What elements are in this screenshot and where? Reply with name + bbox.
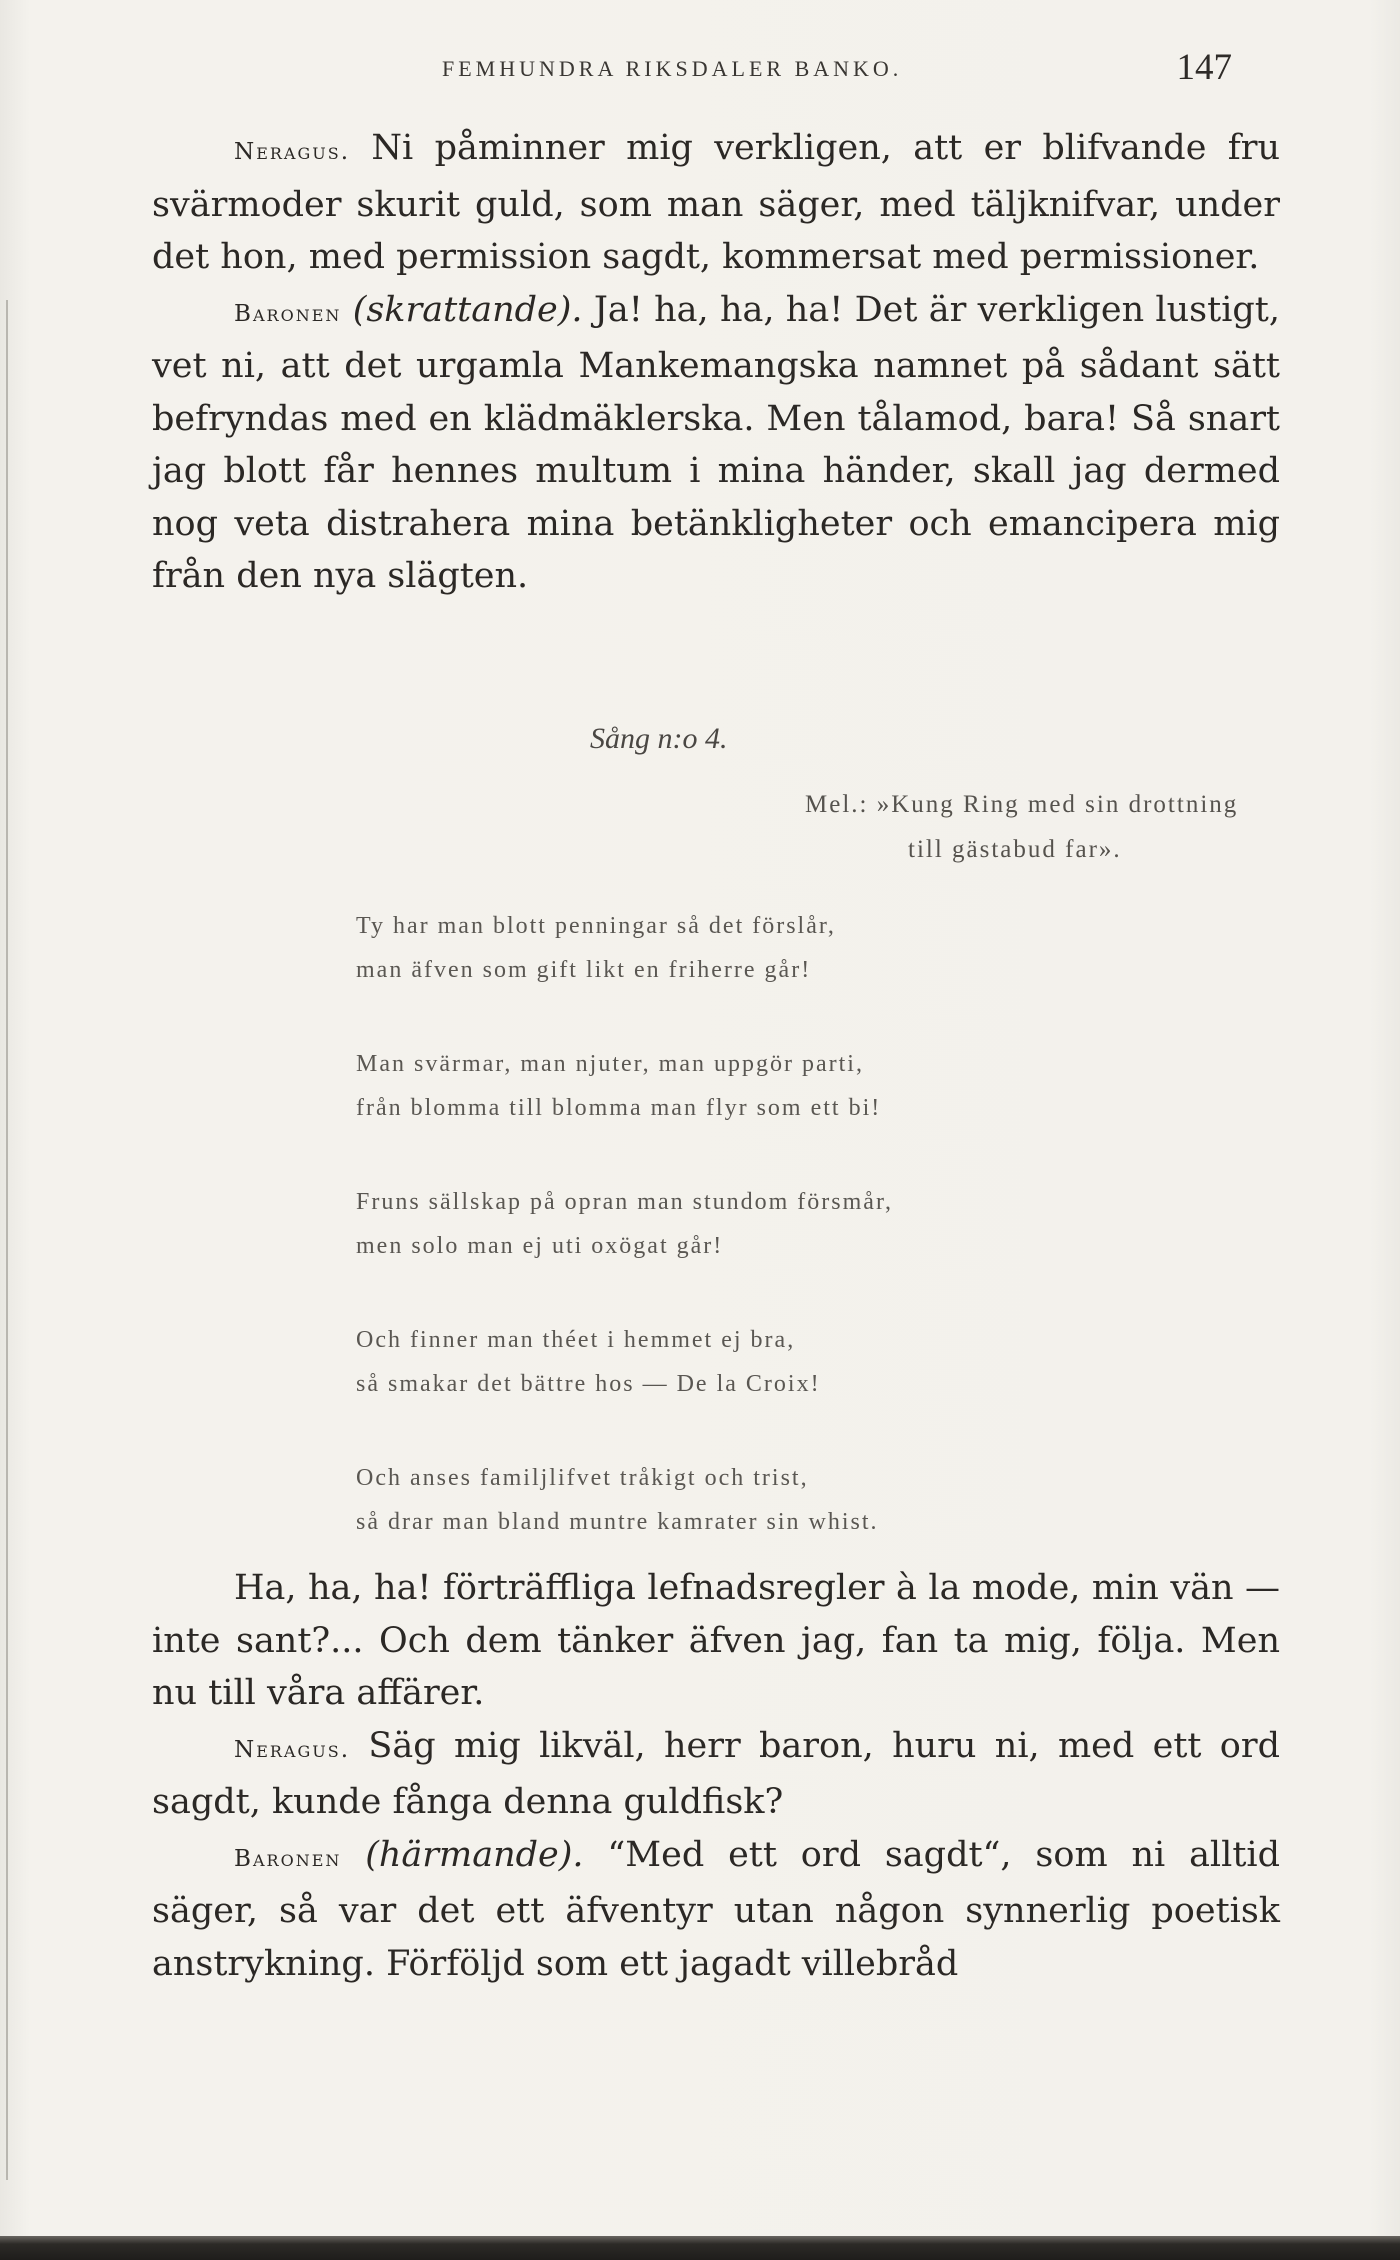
paragraph-baronen-2: [152, 1562, 1280, 1720]
stanza-line: Och anses familjlifvet tråkigt och trist,: [356, 1465, 809, 1491]
paragraph-text: Ja! ha, ha, ha! Det är verkligen lustigt, vet ni, att det urgamla Mankemangska namnet på sådant sätt befryndas med en klädmäklerska. Men tålamod, bara! Så snart jag blott får hennes multum i mina händer, skall jag dermed nog veta distrahera mina betänkligheter och emancipera mig från den nya slägten.: [152, 289, 1280, 596]
stanza-line: Ty har man blott penningar så det förslår,: [356, 913, 836, 939]
paragraph-neragus-2: [152, 1720, 1280, 1829]
melody-line: Mel.: »Kung Ring med sin drottning: [805, 791, 1239, 818]
paragraph-text: “Med ett ord sagdt“, som ni alltid säger, så var det ett äfventyr utan någon synnerlig poetisk anstrykning. Förföljd som ett jagadt villebråd: [152, 1834, 1280, 1984]
speaker-name: Neragus.: [234, 1736, 351, 1763]
stanza-line: så drar man bland muntre kamrater sin whist.: [356, 1509, 879, 1535]
song-stanza: [356, 1042, 881, 1130]
prose-top: [152, 122, 1280, 603]
stanza-line: men solo man ej uti oxögat går!: [356, 1233, 724, 1259]
paragraph-text: Ni påminner mig verkligen, att er blifvande fru svärmoder skurit guld, som man säger, med täljknifvar, under det hon, med permission sagdt, kommersat med permissioner.: [152, 128, 1280, 277]
paragraph-baronen-3: [152, 1829, 1280, 1991]
paragraph-text: Ha, ha, ha! förträffliga lefnadsregler à la mode, min vän — inte sant?... Och dem tänker äfven jag, fan ta mig, följa. Men nu till våra affärer.: [152, 1568, 1280, 1713]
running-title: FEMHUNDRA RIKSDALER BANKO.: [442, 56, 903, 81]
stage-direction: (skrattande).: [352, 289, 583, 330]
stanza-line: så smakar det bättre hos — De la Croix!: [356, 1371, 821, 1397]
speaker-name: Baronen: [234, 1845, 342, 1872]
page-edge-shadow: [6, 300, 8, 2180]
song-stanza: [356, 904, 836, 992]
paragraph-baronen-1: [152, 284, 1280, 603]
scan-bottom-edge: [0, 2236, 1400, 2260]
song-melody: [805, 782, 1285, 872]
stanza-line: man äfven som gift likt en friherre går!: [356, 957, 812, 983]
speaker-name: Baronen: [234, 300, 342, 327]
stanza-line: Fruns sällskap på opran man stundom försmår,: [356, 1189, 893, 1215]
stanza-line: från blomma till blomma man flyr som ett bi!: [356, 1095, 882, 1121]
paragraph-text: Säg mig likväl, herr baron, huru ni, med ett ord sagdt, kunde fånga denna guldfisk?: [152, 1725, 1280, 1822]
stanza-line: Och finner man théet i hemmet ej bra,: [356, 1327, 796, 1353]
paragraph-neragus-1: [152, 122, 1280, 284]
song-stanza: [356, 1456, 879, 1544]
melody-line: till gästabud far».: [908, 836, 1122, 863]
prose-bottom: [152, 1562, 1280, 1990]
song-stanza: [356, 1180, 893, 1268]
stanza-line: Man svärmar, man njuter, man uppgör parti,: [356, 1051, 864, 1077]
page-header: [152, 46, 1232, 86]
song-title: Sång n:o 4.: [590, 722, 728, 755]
speaker-name: Neragus.: [234, 139, 351, 165]
page-number: 147: [1176, 47, 1232, 88]
song-stanza: [356, 1318, 821, 1406]
stage-direction: (härmande).: [365, 1834, 584, 1875]
